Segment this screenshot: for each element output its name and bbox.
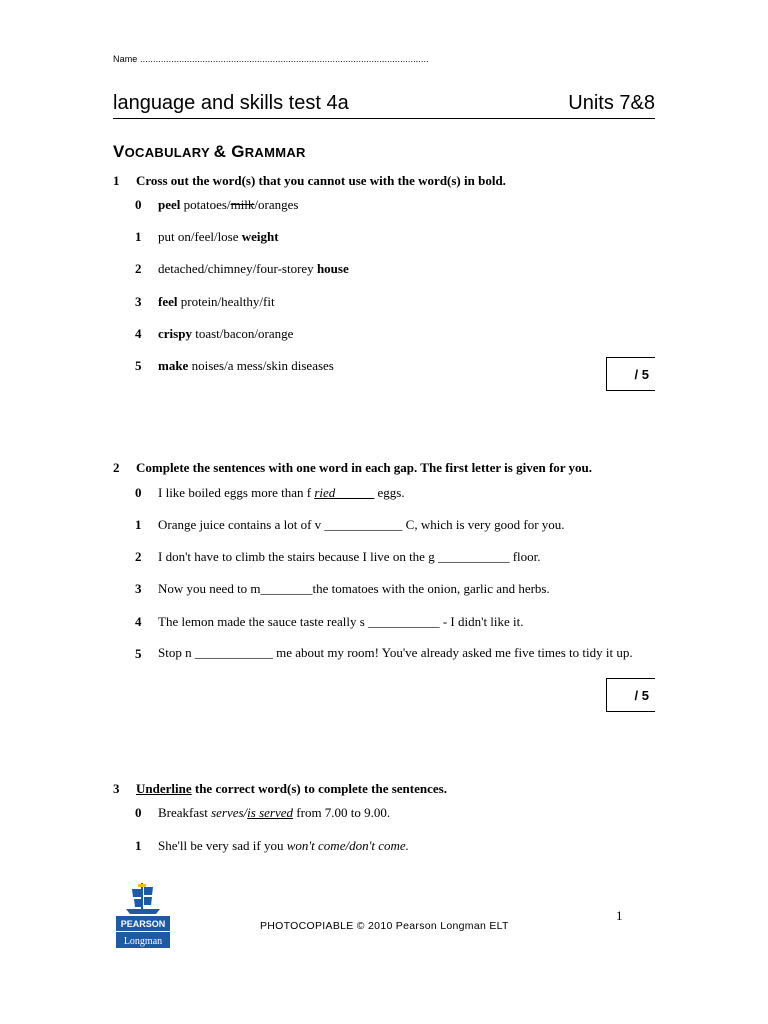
units-label: Units 7&8 (568, 92, 655, 114)
example-answer: is served (247, 805, 294, 820)
item-number: 4 (135, 326, 142, 341)
pearson-longman-logo (116, 883, 170, 950)
list-item[interactable]: She'll be very sad if you won't come/don't come. (158, 838, 409, 853)
score-box[interactable]: / 5 (606, 678, 655, 712)
item-number: 2 (135, 261, 142, 276)
item-number: 0 (135, 485, 142, 500)
item-number: 1 (135, 517, 142, 532)
item-number: 2 (135, 549, 142, 564)
ship-icon (116, 883, 170, 950)
list-item: feel protein/healthy/fit (158, 294, 275, 309)
list-item: put on/feel/lose weight (158, 229, 279, 244)
question-number: 2 (113, 460, 120, 475)
name-field[interactable] (113, 54, 429, 64)
item-number: 3 (135, 294, 142, 309)
list-item[interactable]: Stop n ____________ me about my room! You've already asked me five times to tidy it up. (158, 645, 633, 660)
question-instruction: Complete the sentences with one word in each gap. The first letter is given for you. (136, 460, 593, 475)
item-number: 0 (135, 197, 142, 212)
name-dots: ............................................................................................................... (140, 54, 429, 64)
score-box[interactable]: / 5 (606, 357, 655, 391)
item-number: 3 (135, 581, 142, 596)
item-number: 4 (135, 614, 142, 629)
list-item: make noises/a mess/skin diseases (158, 358, 334, 373)
list-item[interactable]: I don't have to climb the stairs because I live on the g ___________ floor. (158, 549, 541, 564)
item-number: 5 (135, 646, 142, 661)
question-number: 3 (113, 781, 120, 796)
svg-text:Longman: Longman (123, 936, 163, 947)
list-item[interactable]: Now you need to m________the tomatoes with the onion, garlic and herbs. (158, 581, 550, 596)
list-item[interactable]: Orange juice contains a lot of v ____________ C, which is very good for you. (158, 517, 565, 532)
example-answer: ried______ (314, 485, 375, 500)
header-divider (113, 118, 655, 119)
page-title: language and skills test 4a (113, 92, 349, 114)
item-number: 0 (135, 805, 142, 820)
list-item: Breakfast serves/is served from 7.00 to 9.00. (158, 805, 391, 820)
item-number: 1 (135, 229, 142, 244)
question-instruction: Cross out the word(s) that you cannot use with the word(s) in bold. (136, 173, 506, 188)
name-label: Name (113, 54, 138, 64)
item-number: 1 (135, 838, 142, 853)
copyright-notice: PHOTOCOPIABLE © 2010 Pearson Longman ELT (260, 920, 509, 932)
question-instruction: Underline the correct word(s) to complete the sentences. (136, 781, 447, 796)
struck-word: milk (230, 197, 255, 212)
list-item: detached/chimney/four-storey house (158, 261, 349, 276)
list-item[interactable]: The lemon made the sauce taste really s ___________ - I didn't like it. (158, 614, 524, 629)
list-item: crispy toast/bacon/orange (158, 326, 294, 341)
section-heading: VOCABULARY & GRAMMAR (113, 142, 306, 161)
list-item: peel potatoes/milk/oranges (158, 197, 299, 212)
page-number: 1 (616, 908, 623, 923)
svg-text:PEARSON: PEARSON (120, 919, 166, 929)
list-item: I like boiled eggs more than f ried______ eggs. (158, 485, 405, 500)
question-number: 1 (113, 173, 120, 188)
item-number: 5 (135, 358, 142, 373)
